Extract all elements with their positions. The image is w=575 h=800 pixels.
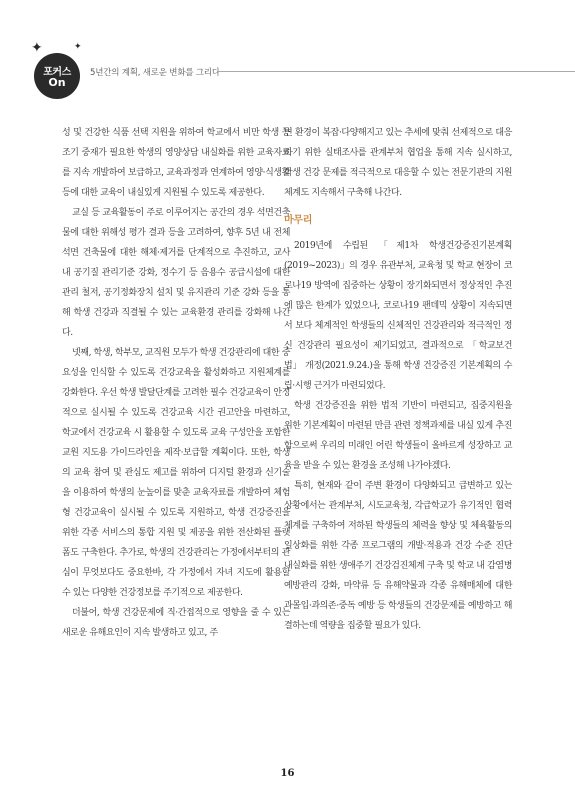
section-subtitle: 5년간의 계획, 새로운 변화를 그리다 <box>90 68 220 78</box>
left-column <box>62 123 290 643</box>
sparkle-small-icon: ✦ <box>74 42 82 52</box>
right-column <box>284 123 512 636</box>
paragraph: 넷째, 학생, 학부모, 교직원 모두가 학생 건강관리에 대한 중요성을 인식할 수 있도록 건강교육을 활성화하고 지원체계를 강화한다. 우선 학생 발달단계를 고려한 필수 건강교육이 안정적으로 실시될 수 있도록 건강교육 시간 권고안을 마련하고, 학교에서 건강교육 시 활용할 수 있도록 교육 구성안을 포함한 교원 지도용 가이드라인을 제작·보급할 계획이다. 또한, 학생의 교육 참여 및 관심도 제고를 위하여 디지털 환경과 신기술을 이용하여 학생의 눈높이를 맞춘 교육자료를 개발하여 체험형 건강교육이 실시될 수 있도록 지원하고, 학생 건강증진을 위한 각종 서비스의 통합 지원 및 제공을 위한 전산화된 플랫폼도 구축한다. 추가로, 학생의 건강관리는 가정에서부터의 관심이 무엇보다도 중요한바, 각 가정에서 자녀 지도에 활용할 수 있는 다양한 건강정보를 주기적으로 제공한다. <box>62 348 290 598</box>
paragraph: 교실 등 교육활동이 주로 이루어지는 공간의 경우 석면건축물에 대한 위해성 평가 결과 등을 고려하여, 향후 5년 내 전체 석면 건축물에 대한 해체·제거를 단계적으로 추진하고, 교사 내 공기질 관리기준 강화, 정수기 등 음용수 공급시설에 대한 관리 철저, 공기정화장치 설치 및 유지관리 기준 강화 등을 통해 학생 건강과 직결될 수 있는 교육환경 관리를 강화해 나간다. <box>62 208 290 338</box>
paragraph: 성 및 건강한 식품 선택 지원을 위하여 학교에서 비만 학생 등 조기 중재가 필요한 학생의 영양상담 내실화를 위한 교육자료를 지속 개발하여 보급하고, 교육과정과 연계하여 영양·식생활 등에 대한 교육이 내실있게 지원될 수 있도록 제공한다. <box>62 128 290 198</box>
section-heading: 마무리 <box>284 215 313 226</box>
focus-on-badge <box>34 53 80 99</box>
badge-sublabel: On <box>48 76 66 89</box>
page-header <box>0 0 575 110</box>
paragraph: 특히, 현재와 같이 주변 환경이 다양화되고 급변하고 있는 상황에서는 관계부처, 시도교육청, 각급학교가 유기적인 협력체계를 구축하여 저하된 학생들의 체력을 향상 및 체육활동의 일상화를 위한 각종 프로그램의 개발·적용과 건강 수준 진단 내실화를 위한 생애주기 건강검진체계 구축 및 학교 내 감염병 예방관리 강화, 마약류 등 유해약물과 각종 유해매체에 대한 과몰입·과의존·중독 예방 등 학생들의 건강문제를 예방하고 해결하는데 역량을 집중할 필요가 있다. <box>284 481 512 631</box>
sparkle-icon: ✦ <box>31 40 43 56</box>
badge-label: 포커스 <box>43 67 71 78</box>
paragraph: 학생 건강증진을 위한 법적 기반이 마련되고, 집중지원을 위한 기본계획이 마련된 만큼 관련 정책과제를 내실 있게 추진함으로써 우리의 미래인 어린 학생들이 올바르게 성장하고 교육을 받을 수 있는 환경을 조성해 나가야겠다. <box>284 401 512 471</box>
header-divider <box>217 71 575 72</box>
paragraph: 2019년에 수립된 「제1차 학생건강증진기본계획(2019~2023)」의 경우 유관부처, 교육청 및 학교 현장이 코로나19 방역에 집중하는 상황이 장기화되면서 정상적인 추진에 많은 한계가 있었으나, 코로나19 팬데믹 상황이 지속되면서 보다 체계적인 학생들의 신체적인 건강관리와 적극적인 정신 건강관리 필요성이 제기되었고, 결과적으로 「학교보건법」 개정(2021.9.24.)을 통해 학생 건강증진 기본계획의 수립·시행 근거가 마련되었다. <box>284 241 512 391</box>
paragraph: 변 환경이 복잡·다양해지고 있는 추세에 맞춰 선제적으로 대응하기 위한 실태조사를 관계부처 협업을 통해 지속 실시하고, 학생 건강 문제를 적극적으로 대응할 수 있는 전문기관의 지원체계도 지속해서 구축해 나간다. <box>284 128 512 198</box>
paragraph: 더불어, 학생 건강문제에 직·간접적으로 영향을 줄 수 있는 새로운 유해요인이 지속 발생하고 있고, 주 <box>62 608 290 638</box>
page-number: 16 <box>280 768 295 779</box>
